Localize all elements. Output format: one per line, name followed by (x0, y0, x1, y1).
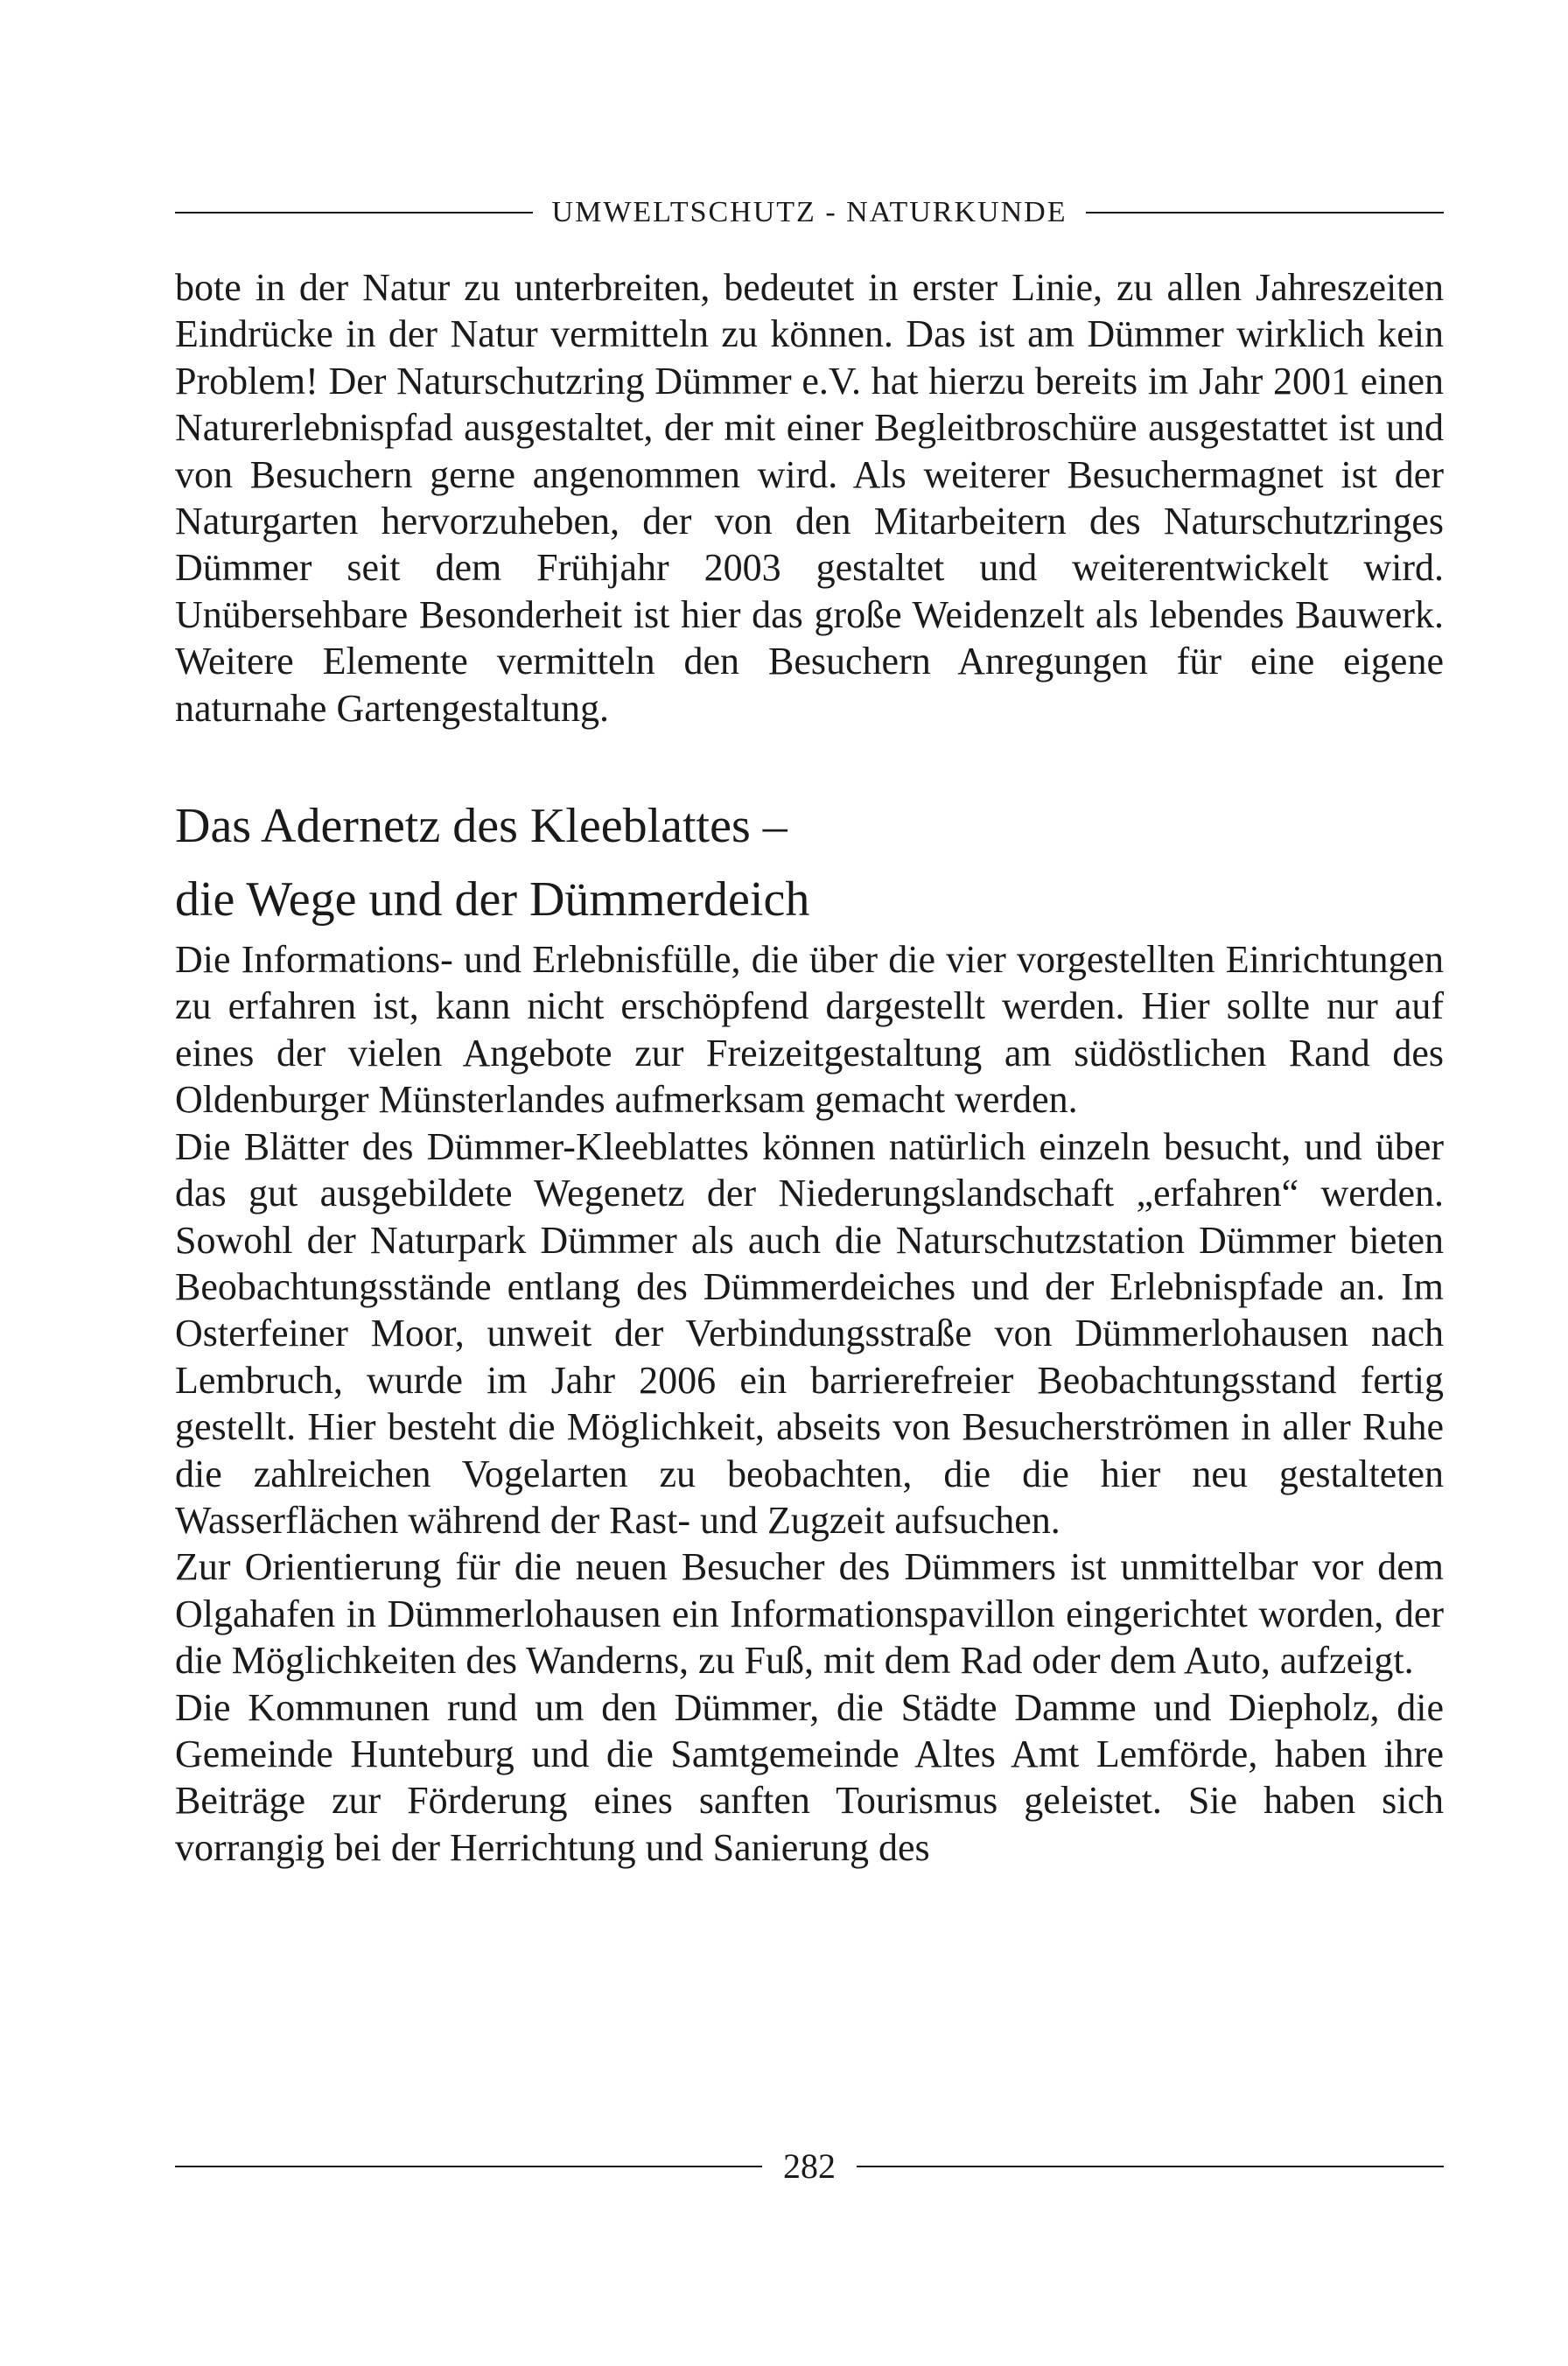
section-heading-line: die Wege und der Dümmerdeich (175, 872, 810, 928)
body-text (175, 264, 1444, 1871)
running-head-label: UMWELTSCHUTZ - NATURKUNDE (551, 196, 1068, 228)
page-footer (175, 2146, 1444, 2187)
paragraph: bote in der Natur zu unterbreiten, bedeutet in erster Linie, zu allen Jahreszeiten Eindrücke in der Natur vermitteln zu können. Das ist am Dümmer wirklich kein Problem! Der Naturschutzring Dümmer e.V. hat hierzu bereits im Jahr 2001 einen Naturerlebnispfad ausgestaltet, der mit einer Begleitbroschüre ausgestattet ist und von Besuchern gerne angenommen wird. Als weiterer Besuchermagnet ist der Naturgarten hervorzuheben, der von den Mitarbeitern des Naturschutzringes Dümmer seit dem Frühjahr 2003 gestaltet und weiterentwickelt wird. Unübersehbare Besonderheit ist hier das große Weidenzelt als lebendes Bauwerk. Weitere Elemente vermitteln den Besuchern Anregungen für eine eigene naturnahe Gartengestaltung. (175, 266, 1444, 730)
section-heading (175, 789, 1444, 936)
paragraph: Zur Orientierung für die neuen Besucher des Dümmers ist unmittelbar vor dem Olgahafen in Dümmerlohausen ein Informationspavillon eingerichtet worden, der die Möglichkeiten des Wanderns, zu Fuß, mit dem Rad oder dem Auto, aufzeigt. (175, 1545, 1444, 1683)
running-head-rule-left (175, 212, 533, 214)
running-head-rule-right (1086, 212, 1444, 214)
section-heading-line: Das Adernetz des Kleeblattes – (175, 799, 788, 854)
paragraph: Die Informations- und Erlebnisfülle, die über die vier vorgestellten Einrichtungen zu erfahren ist, kann nicht erschöpfend dargestellt werden. Hier sollte nur auf eines der vielen Angebote zur Freizeitgestaltung am südöstlichen Rand des Oldenburger Münsterlandes aufmerksam gemacht werden. (175, 938, 1444, 1122)
page-number: 282 (783, 2146, 836, 2186)
footer-rule-left (175, 2166, 762, 2167)
paragraph: Die Blätter des Dümmer-Kleeblattes können natürlich einzeln besucht, und über das gut ausgebildete Wegenetz der Niederungslandschaft „erfahren“ werden. Sowohl der Naturpark Dümmer als auch die Naturschutzstation Dümmer bieten Beobachtungsstände entlang des Dümmerdeiches und der Erlebnispfade an. Im Osterfeiner Moor, unweit der Verbindungsstraße von Dümmerlohausen nach Lembruch, wurde im Jahr 2006 ein barrierefreier Beobachtungsstand fertig gestellt. Hier besteht die Möglichkeit, abseits von Besucherströmen in aller Ruhe die zahlreichen Vogelarten zu beobachten, die die hier neu gestalteten Wasserflächen während der Rast- und Zugzeit aufsuchen. (175, 1124, 1444, 1542)
running-head (175, 196, 1444, 229)
paragraph: Die Kommunen rund um den Dümmer, die Städte Damme und Diepholz, die Gemeinde Hunteburg und die Samtgemeinde Altes Amt Lemförde, haben ihre Beiträge zur Förderung eines sanften Tourismus geleistet. Sie haben sich vorrangig bei der Herrichtung und Sanierung des (175, 1685, 1444, 1869)
footer-rule-right (857, 2166, 1444, 2167)
